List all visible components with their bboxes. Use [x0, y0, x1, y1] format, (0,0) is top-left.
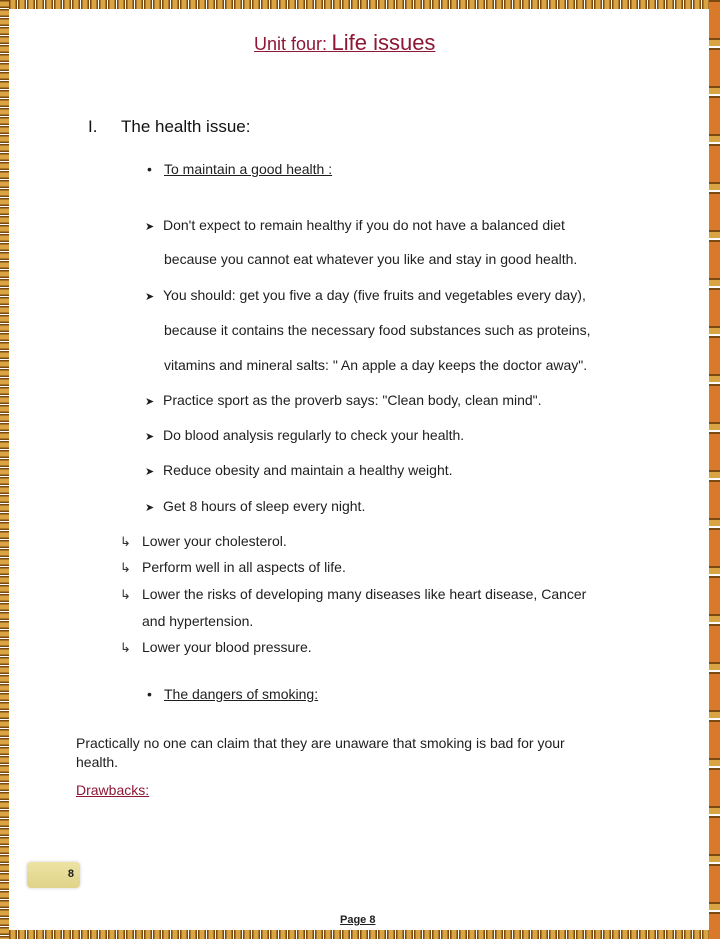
title-main: Life issues [331, 30, 436, 55]
arrow-bullet-icon: ➤ [145, 431, 155, 443]
drawbacks-heading: Drawbacks: [76, 782, 150, 798]
subheading-smoking [147, 686, 318, 702]
decorative-border-bottom [0, 930, 720, 939]
bullet-icon: • [147, 161, 152, 177]
hook-arrow-icon: ↳ [120, 534, 131, 549]
benefit-text: Lower the risks of developing many diseases like heart disease, Cancer [142, 586, 587, 602]
health-tip-text: Reduce obesity and maintain a healthy weight. [163, 462, 453, 478]
health-tip-line [145, 217, 565, 233]
hook-arrow-icon: ↳ [120, 640, 131, 655]
health-tip-text: vitamins and mineral salts: " An apple a day keeps the doctor away". [164, 357, 588, 373]
section-heading [88, 117, 250, 137]
hook-arrow-icon: ↳ [120, 587, 131, 602]
title-prefix: Unit four: [254, 34, 328, 54]
health-tip-line [145, 287, 586, 303]
health-tip-line [145, 498, 365, 514]
health-tip-text: Get 8 hours of sleep every night. [163, 498, 366, 514]
benefit-line [120, 639, 312, 656]
health-tip-text: Practice sport as the proverb says: "Clean body, clean mind". [163, 392, 542, 408]
benefit-text: and hypertension. [142, 613, 254, 629]
health-tip-text: because it contains the necessary food substances such as proteins, [164, 322, 591, 338]
subheading-maintain [147, 161, 332, 177]
page-title [254, 30, 435, 56]
benefit-text: Perform well in all aspects of life. [142, 559, 346, 575]
hook-arrow-icon: ↳ [120, 560, 131, 575]
benefit-line [120, 559, 346, 576]
benefit-text: Lower your cholesterol. [142, 533, 287, 549]
health-tip-line [145, 462, 453, 478]
decorative-border-top [0, 0, 720, 9]
smoking-paragraph-line-1: Practically no one can claim that they are unaware that smoking is bad for your [76, 735, 565, 751]
section-number: I. [88, 117, 98, 136]
health-tip-line [164, 322, 590, 338]
health-tip-text: You should: get you five a day (five fruits and vegetables every day), [163, 287, 586, 303]
benefit-line [120, 586, 586, 603]
benefit-line [120, 533, 287, 550]
arrow-bullet-icon: ➤ [145, 502, 155, 514]
arrow-bullet-icon: ➤ [145, 291, 155, 303]
benefit-line [142, 613, 253, 629]
decorative-border-right [709, 0, 720, 939]
arrow-bullet-icon: ➤ [145, 221, 155, 233]
section-heading-text: The health issue: [121, 117, 251, 136]
health-tip-text: Don't expect to remain healthy if you do not have a balanced diet [163, 217, 565, 233]
bullet-icon: • [147, 686, 152, 702]
health-tip-line [145, 427, 464, 443]
page-number-badge-text: 8 [67, 868, 74, 880]
health-tip-text: because you cannot eat whatever you like and stay in good health. [164, 251, 578, 267]
page-number-badge [27, 862, 80, 888]
health-tip-line [164, 251, 577, 267]
health-tip-line [164, 357, 587, 373]
page-footer: Page 8 [340, 914, 376, 926]
subheading-text: The dangers of smoking: [164, 686, 319, 702]
smoking-paragraph-line-2: health. [76, 754, 119, 770]
decorative-border-left [0, 0, 9, 939]
subheading-text: To maintain a good health : [164, 161, 333, 177]
arrow-bullet-icon: ➤ [145, 466, 155, 478]
health-tip-line [145, 392, 542, 408]
benefit-text: Lower your blood pressure. [142, 639, 312, 655]
arrow-bullet-icon: ➤ [145, 396, 155, 408]
health-tip-text: Do blood analysis regularly to check your health. [163, 427, 465, 443]
